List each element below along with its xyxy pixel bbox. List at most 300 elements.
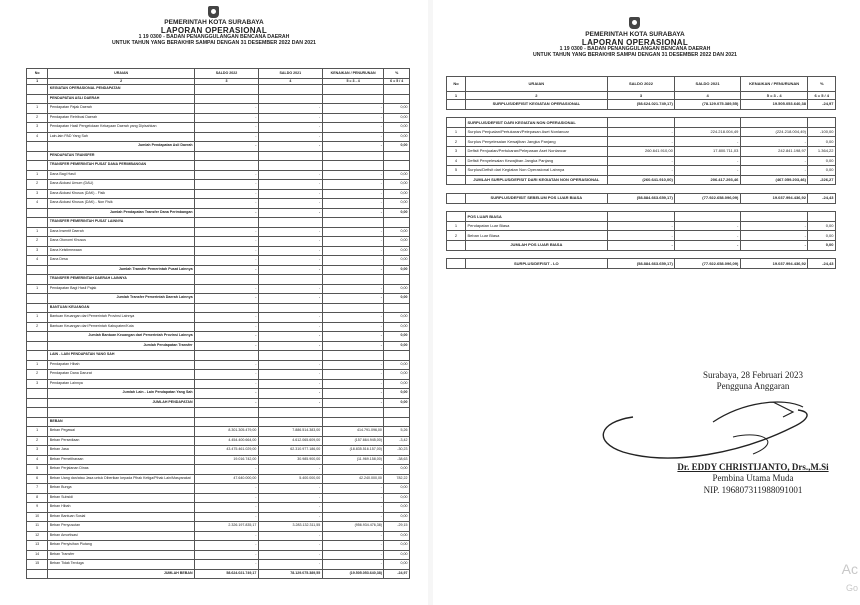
cell-no: 4 [27,132,48,142]
cell-s22: - [195,341,259,351]
cell-diff: 19.037.994.436,92 [740,259,808,269]
cell-s22: - [195,503,259,513]
cell-s21: - [258,265,322,275]
cell-s21: - [258,484,322,494]
cell-label: Beban Bantuan Sosial [48,512,195,522]
cell-pct: 0,00 [384,208,410,218]
table-row [27,322,410,332]
cell-s22: - [195,332,259,342]
period-line: UNTUK TAHUN YANG BERAKHIR SAMPAI DENGAN 31 DESEMBER 2022 DAN 2021 [112,39,316,46]
cell-s22 [195,94,259,104]
cell-no: 2 [447,137,466,147]
cell-diff [322,85,384,95]
cell-no [447,100,466,110]
cell-diff [322,275,384,285]
cell-no [27,294,48,304]
cell-no [27,265,48,275]
cell-diff: - [322,332,384,342]
cell-no [447,259,466,269]
table-header-row [447,77,836,92]
cell-s22: (58.884.663.659,17) [607,259,675,269]
table-row [27,360,410,370]
total-row [27,341,410,351]
cell-no: 2 [27,237,48,247]
cell-s22: - [195,313,259,323]
cell-no: 2 [447,231,466,241]
cell-no [447,118,466,128]
table-row [27,132,410,142]
cell-no: 1 [447,221,466,231]
cell-s21: - [258,142,322,152]
cell-label: Jumlah Bantuan Keuangan dari Pemerintah Provinsi Lainnya [48,332,195,342]
cell-label: Surplus Penyelesaian Kewajiban Jangka Panjang [466,137,608,147]
cell-diff [322,351,384,361]
signer-name: Dr. EDDY CHRISTIJANTO, Drs.,M.Si [677,462,829,472]
signer-nip: NIP. 196807311988091001 [703,484,803,495]
cell-s22: - [195,484,259,494]
cell-label: Bantuan Keuangan dari Pemerintah Provinsi Lainnya [48,313,195,323]
cell-no [27,398,48,408]
cell-diff: - [322,256,384,266]
cell-s21: - [675,241,741,251]
cell-s21: - [258,389,322,399]
total-row [27,398,410,408]
cell-pct [384,94,410,104]
table-row [27,284,410,294]
gov-name: PEMERINTAH KOTA SURABAYA [585,31,685,38]
cell-s22: 19.016.742,00 [195,455,259,465]
cell-s22: (260.641.910,00) [607,175,675,185]
section-row [447,212,836,222]
cell-s22: - [195,199,259,209]
cell-diff: - [322,322,384,332]
table-row [27,170,410,180]
cell-s21: - [258,246,322,256]
total-row [447,259,836,269]
place-date: Surabaya, 28 Februari 2023 [703,370,803,380]
cell-s22: - [607,137,675,147]
table-row [27,541,410,551]
cell-pct: -29,15 [384,522,410,532]
table-row [27,227,410,237]
cell-s22: - [195,550,259,560]
cell-no: 1 [27,284,48,294]
cell-s22: - [195,208,259,218]
cell-label: Beban Penyusutan [48,522,195,532]
cell-no: 2 [27,370,48,380]
table-row [447,166,836,176]
table-row [27,246,410,256]
cell-s21: 17.800.711,03 [675,147,741,157]
cell-label [466,203,608,212]
table-row [27,104,410,114]
cell-s21: - [258,493,322,503]
cell-s21 [675,109,741,118]
cell-label: Pendapatan Lainnya [48,379,195,389]
report-header [485,32,785,58]
cell-pct: 0,00 [808,137,836,147]
cell-s22 [195,303,259,313]
cell-pct: 0,00 [384,531,410,541]
section-row [27,351,410,361]
cell-no: 5 [27,465,48,475]
cell-s22: 58.624.021.749,17 [195,569,259,579]
table-row [447,221,836,231]
cell-no: 4 [27,455,48,465]
cell-s22 [607,109,675,118]
total-row [27,294,410,304]
cell-diff: 19.037.994.436,92 [740,194,808,204]
cell-s22: - [607,166,675,176]
cell-no: 3 [27,246,48,256]
cell-s21: (77.922.658.096,09) [675,259,741,269]
cell-pct: 0,00 [384,132,410,142]
col-pct: % [808,77,836,92]
cell-no [27,303,48,313]
cell-label: Beban Persediaan [48,436,195,446]
cell-s22 [607,185,675,194]
cell-s22: - [195,227,259,237]
cell-label: JUMLAH BEBAN [48,569,195,579]
idx-4: 4 [258,79,322,85]
cell-label: SURPLUS/DEFISIT SEBELUM POS LUAR BIASA [466,194,608,204]
cell-label: LAIN - LAIN PENDAPATAN YANG SAH [48,351,195,361]
cell-pct: 0,00 [384,341,410,351]
activation-watermark-sub: Go [845,583,858,593]
cell-diff: - [322,503,384,513]
cell-pct: 0,00 [384,389,410,399]
cell-label: Beban Uang dan/atau Jasa untuk Diberikan kepada Pihak Ketiga/Pihak Lain/Masyarakat [48,474,195,484]
cell-no [447,175,466,185]
cell-no: 2 [27,322,48,332]
cell-pct [384,351,410,361]
table-row [447,203,836,212]
cell-diff: - [322,132,384,142]
cell-label: Defisit Penyelesaian Kewajiban Jangka Panjang [466,156,608,166]
cell-label: Dana Otonomi Khusus [48,237,195,247]
cell-pct: -24,43 [808,194,836,204]
cell-diff: 242.841.198,97 [740,147,808,157]
cell-s22 [195,218,259,228]
cell-no [27,151,48,161]
cell-s21: 5.400.000,00 [258,474,322,484]
cell-pct: 0,00 [384,398,410,408]
city-emblem-icon [629,17,640,29]
col-kenaikan: KENAIKAN / PENURUNAN [322,69,384,79]
cell-s22: 2.326.197.835,17 [195,522,259,532]
cell-label: Jumlah Pendapatan Transfer [48,341,195,351]
cell-pct: 0,00 [384,265,410,275]
cell-label: Beban Bunga [48,484,195,494]
table-row [27,522,410,532]
table-row [27,199,410,209]
cell-s22 [607,212,675,222]
total-row [447,241,836,251]
cell-s21: - [258,465,322,475]
table-row [447,231,836,241]
col-pct: % [384,69,410,79]
col-saldo-2022: SALDO 2022 [607,77,675,92]
cell-s21: - [258,512,322,522]
total-row [447,194,836,204]
cell-diff: (18.835.516.157,00) [322,446,384,456]
cell-pct [384,408,410,418]
cell-s22 [195,161,259,171]
cell-s22: - [195,284,259,294]
cell-label: Surplus Penjualan/Pertukaran/Pelepasan Aset Nonlancar [466,127,608,137]
cell-diff: - [322,360,384,370]
cell-s21: - [258,199,322,209]
cell-diff [322,161,384,171]
cell-pct: 0,00 [384,465,410,475]
table-row [447,109,836,118]
table-row [447,250,836,259]
cell-no [447,241,466,251]
cell-diff: - [322,531,384,541]
cell-label: Beban Tidak Terduga [48,560,195,570]
cell-s22: - [195,531,259,541]
cell-diff: - [322,379,384,389]
signer-role: Pengguna Anggaran [716,381,790,392]
cell-no: 4 [27,256,48,266]
cell-s21: - [258,180,322,190]
cell-pct: -3,42 [384,436,410,446]
cell-s21: - [258,398,322,408]
cell-s22: 260.641.910,00 [607,147,675,157]
cell-pct [384,161,410,171]
cell-s22: - [195,322,259,332]
cell-s21: - [258,560,322,570]
report-header [64,20,364,46]
cell-s22: - [195,237,259,247]
cell-s22 [195,275,259,285]
cell-no: 15 [27,560,48,570]
total-row [27,142,410,152]
cell-no: 9 [27,503,48,513]
cell-pct [808,250,836,259]
cell-pct: 1.364,22 [808,147,836,157]
col-no: No [447,77,466,92]
table-row [27,531,410,541]
cell-label: Lain-lain PAD Yang Sah [48,132,195,142]
total-row [27,389,410,399]
cell-label: Pendapatan Luar Biasa [466,221,608,231]
cell-s21 [675,203,741,212]
col-saldo-2021: SALDO 2021 [258,69,322,79]
cell-pct: 0,00 [384,227,410,237]
cell-pct: 0,00 [384,313,410,323]
index-row [447,92,836,100]
cell-s21: - [258,313,322,323]
cell-diff: - [322,142,384,152]
report-page-left [0,0,428,605]
cell-label: SURPLUS/DEFISIT - LO [466,259,608,269]
cell-diff [740,109,808,118]
cell-no [447,212,466,222]
cell-pct: 782,22 [384,474,410,484]
table-row [27,465,410,475]
cell-diff: - [322,265,384,275]
cell-label: Beban Luar Biasa [466,231,608,241]
col-uraian: URAIAN [466,77,608,92]
cell-s21: - [258,237,322,247]
cell-diff [740,203,808,212]
cell-diff: - [322,208,384,218]
signer-identity [638,462,860,496]
cell-pct: -100,00 [808,127,836,137]
cell-s22: - [195,180,259,190]
cell-label: PENDAPATAN ASLI DAERAH [48,94,195,104]
cell-no [27,341,48,351]
cell-s21: - [258,370,322,380]
section-row [27,275,410,285]
cell-s22: - [195,113,259,123]
cell-s22: - [195,465,259,475]
cell-s21: - [258,379,322,389]
cell-no [27,351,48,361]
cell-label: Jumlah Lain - Lain Pendapatan Yang Sah [48,389,195,399]
idx-3: 3 [195,79,259,85]
total-row [27,265,410,275]
cell-s22: - [607,231,675,241]
cell-no: 1 [27,360,48,370]
cell-s21 [675,250,741,259]
cell-label: Dana Alokasi Umum (DAU) [48,180,195,190]
idx-3: 3 [607,92,675,100]
cell-no: 11 [27,522,48,532]
cell-diff: - [322,284,384,294]
cell-diff: - [322,389,384,399]
cell-s21 [258,151,322,161]
table-row [27,123,410,133]
cell-s22: - [195,189,259,199]
cell-diff: (157.664.945,00) [322,436,384,446]
cell-diff: - [322,550,384,560]
cell-s21: - [258,360,322,370]
section-row [27,161,410,171]
cell-diff: - [322,370,384,380]
cell-s21: - [675,231,741,241]
cell-label: SURPLUS/DEFISIT KEGIATAN OPERASIONAL [466,100,608,110]
table-row [27,427,410,437]
report-title: LAPORAN OPERASIONAL [160,25,268,35]
cell-no [447,203,466,212]
table-row [447,137,836,147]
col-saldo-2022: SALDO 2022 [195,69,259,79]
cell-pct: 0,00 [384,189,410,199]
cell-s22: - [607,156,675,166]
cell-s21 [258,218,322,228]
table-row [447,185,836,194]
table-row [27,113,410,123]
idx-5: 5 = 3 - 4 [740,92,808,100]
cell-pct: 0,00 [384,541,410,551]
cell-diff: - [322,313,384,323]
cell-diff [740,212,808,222]
cell-pct: 0,00 [384,360,410,370]
total-row [27,208,410,218]
cell-s21: - [258,208,322,218]
cell-label: KEGIATAN OPERASIONAL PENDAPATAN [48,85,195,95]
operating-report-table [26,68,410,579]
table-row [27,370,410,380]
cell-no [27,275,48,285]
cell-no: 3 [27,379,48,389]
cell-no: 3 [27,189,48,199]
idx-1: 1 [27,79,48,85]
cell-pct: 0,00 [808,241,836,251]
cell-label: JUMLAH SURPLUS/DEFISIT DARI KEGIATAN NON OPERASIONAL [466,175,608,185]
cell-no: 6 [27,474,48,484]
cell-pct: 0,00 [384,484,410,494]
idx-6: 6 = 5 / 4 [384,79,410,85]
cell-s22: - [195,265,259,275]
cell-no [27,408,48,418]
cell-diff [322,303,384,313]
cell-no [27,417,48,427]
report-title: LAPORAN OPERASIONAL [581,37,689,47]
cell-s22 [195,408,259,418]
cell-pct [384,218,410,228]
cell-no [27,569,48,579]
cell-s22: - [195,398,259,408]
cell-s21 [258,417,322,427]
cell-diff: - [322,484,384,494]
cell-no: 8 [27,493,48,503]
cell-diff: - [322,493,384,503]
cell-s21: - [258,294,322,304]
operating-report-table-continued [446,76,836,269]
cell-no: 2 [27,113,48,123]
cell-pct: 0,00 [384,503,410,513]
cell-no: 1 [27,427,48,437]
cell-s21: - [675,166,741,176]
col-kenaikan: KENAIKAN / PENURUNAN [740,77,808,92]
cell-s21: 7.886.514.383,00 [258,427,322,437]
cell-s22: - [195,170,259,180]
cell-s21 [258,275,322,285]
table-row [447,147,836,157]
table-row [27,503,410,513]
cell-s21: 62.310.977.186,00 [258,446,322,456]
cell-label: Beban Transfer [48,550,195,560]
cell-s21: - [258,550,322,560]
cell-no: 3 [27,123,48,133]
cell-diff: - [322,113,384,123]
cell-s22: (58.884.663.659,17) [607,194,675,204]
cell-no: 1 [27,104,48,114]
cell-label: Dana Keistimewaan [48,246,195,256]
cell-pct: 0,00 [384,560,410,570]
cell-no [27,332,48,342]
cell-diff: (11.969.158,00) [322,455,384,465]
cell-no [447,185,466,194]
cell-pct [808,118,836,128]
cell-diff: - [322,227,384,237]
cell-s21: - [675,156,741,166]
cell-label: PENDAPATAN TRANSFER [48,151,195,161]
agency-name: 1 19 0300 - BADAN PENANGGULANGAN BENCANA DAERAH [138,34,290,41]
cell-s21 [675,118,741,128]
total-row [447,175,836,185]
cell-diff: - [322,341,384,351]
cell-diff: (956.934.476,38) [322,522,384,532]
cell-label: Pendapatan Dana Darurat [48,370,195,380]
cell-diff: 42.240.000,00 [322,474,384,484]
cell-label [466,250,608,259]
col-uraian: URAIAN [48,69,195,79]
cell-s22 [607,118,675,128]
